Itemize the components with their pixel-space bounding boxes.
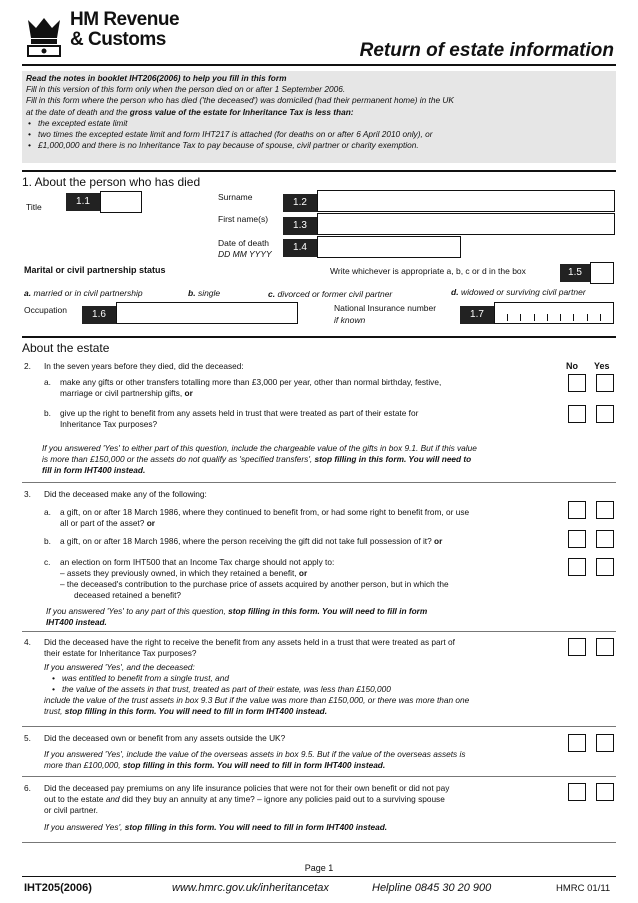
ni-label: National Insurance number bbox=[334, 303, 437, 313]
q3a-no-checkbox[interactable] bbox=[568, 501, 586, 519]
q5-yes-checkbox[interactable] bbox=[596, 734, 614, 752]
q2b-no-checkbox[interactable] bbox=[568, 405, 586, 423]
intro-line-2: Fill in this version of this form only when the person died on or after 1 September 2006. bbox=[26, 84, 346, 95]
intro-line-1: Read the notes in booklet IHT206(2006) to help you fill in this form bbox=[26, 73, 287, 83]
q3b-letter: b. bbox=[44, 536, 51, 546]
intro-bullet-3: • £1,000,000 and there is no Inheritance Tax to pay because of spouse, civil partner or charity exemption. bbox=[26, 140, 620, 151]
q6-text: Did the deceased pay premiums on any life insurance policies that were not for their own benefit or did not pay out to the estate and did they buy an annuity at any time? – ignore any policies paid out to a surviving spouse or civil partner. bbox=[44, 783, 450, 815]
q5-note: If you answered 'Yes', include the value of the overseas assets in box 9.5. But if the value of the overseas assets is more than £100,000, stop filling in this form. You will need to fill in form IHT400 instead. bbox=[44, 749, 466, 770]
q3a-text: a gift, on or after 18 March 1986, where they continued to benefit from, or had some right to benefit from, or use all or part of the asset? or bbox=[60, 507, 470, 528]
document-title: Return of estate information bbox=[359, 40, 614, 61]
intro-bullet-2: • two times the excepted estate limit and form IHT217 is attached (for deaths on or after 6 April 2010 only), or bbox=[26, 129, 620, 140]
intro-line-4: at the date of death and the gross value of the estate for Inheritance Tax is less than: bbox=[26, 106, 354, 117]
q4-no-checkbox[interactable] bbox=[568, 638, 586, 656]
q3-text: Did the deceased make any of the following: bbox=[44, 489, 207, 499]
marital-option-c: c. divorced or former civil partner bbox=[268, 289, 393, 299]
q2b-text: give up the right to benefit from any assets held in trust that were treated as part of their estate for Inheritance Tax purposes? bbox=[60, 408, 419, 429]
ni-if-known: if known bbox=[334, 315, 366, 325]
section2-rule bbox=[22, 336, 616, 338]
box-number-1-6: 1.6 bbox=[82, 306, 116, 324]
first-names-label: First name(s) bbox=[218, 214, 269, 224]
q6-note: If you answered Yes', stop filling in this form. You will need to fill in form IHT400 instead. bbox=[44, 822, 388, 832]
box-number-1-4: 1.4 bbox=[283, 239, 317, 257]
q2-number: 2. bbox=[24, 361, 31, 371]
helpline: Helpline 0845 30 20 900 bbox=[372, 882, 492, 894]
title-input[interactable] bbox=[100, 191, 142, 213]
intro-bullet-1: • the excepted estate limit bbox=[26, 118, 620, 129]
q3b-text: a gift, on or after 18 March 1986, where the person receiving the gift did not take full possession of it? or bbox=[60, 536, 443, 546]
hmrc-ref: HMRC 01/11 bbox=[556, 883, 611, 894]
surname-label: Surname bbox=[218, 192, 253, 202]
box-number-1-7: 1.7 bbox=[460, 306, 494, 324]
q6-yes-checkbox[interactable] bbox=[596, 783, 614, 801]
marital-instruction: Write whichever is appropriate a, b, c or d in the box bbox=[330, 266, 526, 276]
q3b-no-checkbox[interactable] bbox=[568, 530, 586, 548]
q3-number: 3. bbox=[24, 489, 31, 499]
surname-input[interactable] bbox=[317, 190, 615, 212]
q5-number: 5. bbox=[24, 733, 31, 743]
box-number-1-3: 1.3 bbox=[283, 217, 317, 235]
marital-option-a: a. married or in civil partnership bbox=[24, 288, 143, 298]
intro-notes bbox=[22, 71, 616, 163]
divider-q4 bbox=[22, 726, 616, 727]
marital-status-label: Marital or civil partnership status bbox=[24, 265, 166, 275]
q5-text: Did the deceased own or benefit from any assets outside the UK? bbox=[44, 733, 286, 743]
hmrc-crest-icon bbox=[24, 14, 64, 58]
occupation-input[interactable] bbox=[116, 302, 298, 324]
date-of-death-input[interactable] bbox=[317, 236, 461, 258]
hmrc-logo-text: HM Revenue & Customs bbox=[70, 9, 180, 50]
q2-text: In the seven years before they died, did the deceased: bbox=[44, 361, 244, 371]
q3-note: If you answered 'Yes' to any part of this question, stop filling in this form. You will need to fill in form IHT400 instead. bbox=[46, 606, 428, 627]
divider-q2 bbox=[22, 482, 616, 483]
section1-title: 1. About the person who has died bbox=[22, 175, 201, 189]
q2a-no-checkbox[interactable] bbox=[568, 374, 586, 392]
date-of-death-format: DD MM YYYY bbox=[218, 249, 272, 259]
q2b-letter: b. bbox=[44, 408, 51, 418]
date-of-death-label: Date of death bbox=[218, 238, 270, 248]
q3c-no-checkbox[interactable] bbox=[568, 558, 586, 576]
marital-option-d: d. widowed or surviving civil partner bbox=[451, 287, 586, 297]
divider-q3 bbox=[22, 631, 616, 632]
marital-option-b: b. single bbox=[188, 288, 221, 298]
q3a-letter: a. bbox=[44, 507, 51, 517]
q2b-yes-checkbox[interactable] bbox=[596, 405, 614, 423]
q6-number: 6. bbox=[24, 783, 31, 793]
q3b-yes-checkbox[interactable] bbox=[596, 530, 614, 548]
q4-note: If you answered 'Yes', and the deceased: • was entitled to benefit from a single trust, and • the value of the assets in that trust, treated as part of their estate, was less than £150,000 include the value of the trust assets in box 9.3 But if the value was more than £150,000, or there was more than one trust, stop filling in this form. You will need to fill in form IHT400 instead. bbox=[44, 662, 469, 717]
q5-no-checkbox[interactable] bbox=[568, 734, 586, 752]
q3c-text: an election on form IHT500 that an Income Tax charge should not apply to: – assets they previously owned, in which they retained a benefit, or – the deceased's contribution to the purchase price of assets acquired by another person, but in which the deceased retained a benefit? bbox=[60, 557, 449, 600]
section1-rule bbox=[22, 170, 616, 172]
q2a-letter: a. bbox=[44, 377, 51, 387]
q3a-yes-checkbox[interactable] bbox=[596, 501, 614, 519]
box-number-1-2: 1.2 bbox=[283, 194, 317, 212]
q4-text: Did the deceased have the right to receive the benefit from any assets held in a trust that were treated as part of their estate for Inheritance Tax purposes? bbox=[44, 637, 455, 658]
page-number: Page 1 bbox=[304, 863, 334, 873]
divider-q5 bbox=[22, 776, 616, 777]
header-rule bbox=[22, 64, 616, 66]
no-column-label: No bbox=[566, 361, 578, 371]
box-number-1-5: 1.5 bbox=[560, 264, 590, 282]
q2-note: If you answered 'Yes' to either part of this question, include the chargeable value of the gifts in box 9.1. But if this value is more than £150,000 or the assets do not qualify as 'specified transfers', stop filling in this form. You will need to fill in form IHT400 instead. bbox=[42, 443, 477, 475]
q3c-yes-checkbox[interactable] bbox=[596, 558, 614, 576]
ni-number-input[interactable] bbox=[494, 302, 614, 324]
box-number-1-1: 1.1 bbox=[66, 193, 100, 211]
q3c-letter: c. bbox=[44, 557, 51, 567]
footer-rule bbox=[22, 876, 616, 877]
marital-status-input[interactable] bbox=[590, 262, 614, 284]
occupation-label: Occupation bbox=[24, 305, 67, 315]
q2a-yes-checkbox[interactable] bbox=[596, 374, 614, 392]
section2-title: About the estate bbox=[22, 341, 110, 355]
website-link[interactable]: www.hmrc.gov.uk/inheritancetax bbox=[172, 882, 329, 894]
yes-column-label: Yes bbox=[594, 361, 610, 371]
q4-yes-checkbox[interactable] bbox=[596, 638, 614, 656]
form-id: IHT205(2006) bbox=[24, 882, 92, 894]
q4-number: 4. bbox=[24, 637, 31, 647]
q2a-text: make any gifts or other transfers totalling more than £3,000 per year, other than normal birthday, festive, marriage or civil partnership gifts, or bbox=[60, 377, 442, 398]
intro-line-3: Fill in this form where the person who has died ('the deceased') was domiciled (had their permanent home) in the UK bbox=[26, 95, 454, 106]
title-label: Title bbox=[26, 202, 42, 212]
divider-q6 bbox=[22, 842, 616, 843]
q6-no-checkbox[interactable] bbox=[568, 783, 586, 801]
first-names-input[interactable] bbox=[317, 213, 615, 235]
